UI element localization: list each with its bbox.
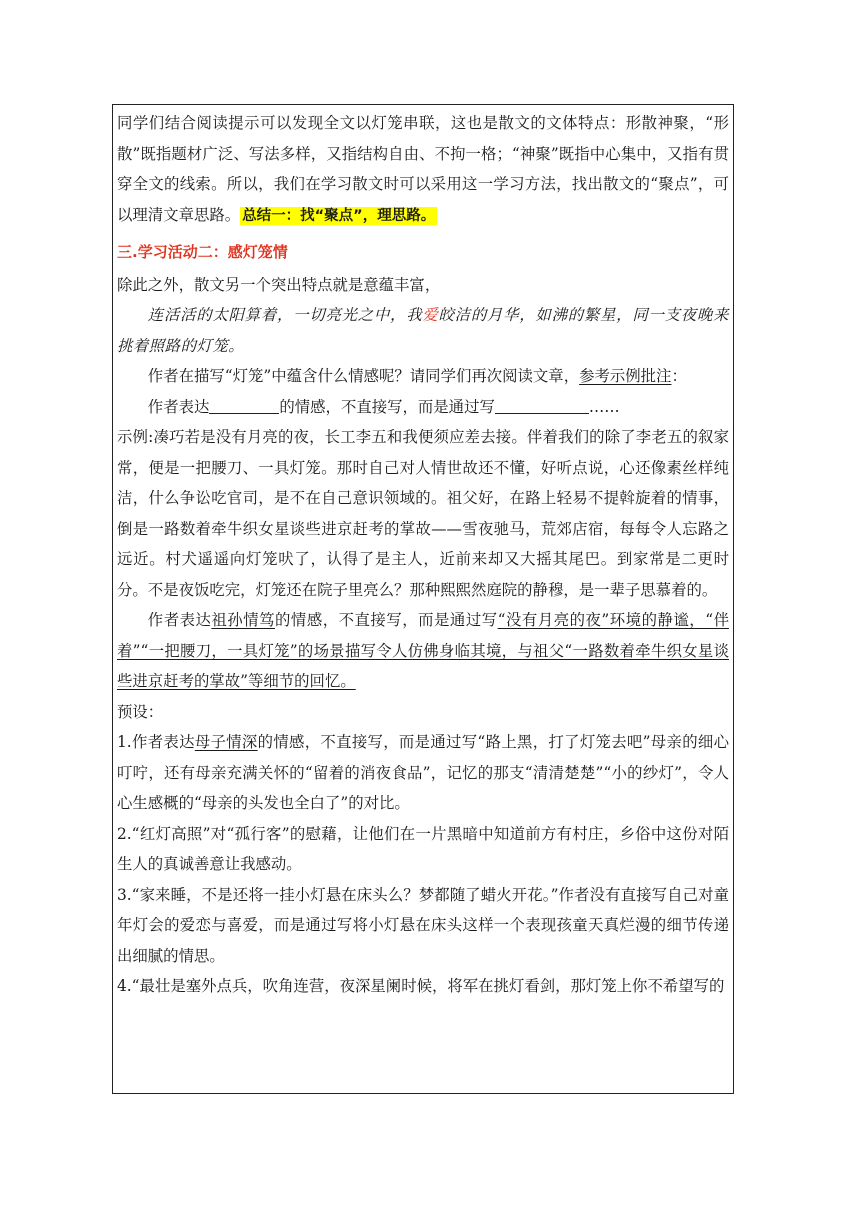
answer-paragraph	[117, 605, 729, 697]
answer-part-c: 的情感，不直接写，而是通过写	[275, 611, 498, 629]
preset-item-4: 4.“最壮是塞外点兵，吹角连营，夜深星阑时候，将军在挑灯看剑，那灯笼上你不希望写的	[117, 977, 725, 995]
question-end: ：	[671, 367, 687, 385]
preset-item-2: 2.“红灯高照”对“孤行客”的慰藉，让他们在一片黑暗中知道前方有村庄，乡俗中这份对陌生人的真诚善意让我感动。	[117, 824, 729, 873]
section-heading: 三.学习活动二：感灯笼情	[117, 243, 288, 261]
paragraph-intro-summary	[117, 108, 729, 231]
quote-text-before: 连活活的太阳算着，一切亮光之中，我	[147, 306, 423, 324]
template-ellipsis: ……	[588, 397, 620, 416]
preset-item-3: 3.“家来睡，不是还将一挂小灯悬在床头么？梦都随了蜡火开花。”作者没有直接写自己对童年灯会的爱恋与喜爱，而是通过写将小灯悬在床头这样一个表现孩童天真烂漫的细节传递出细腻的情思。	[117, 885, 729, 965]
fill-template	[117, 392, 729, 423]
question-paragraph	[117, 361, 729, 392]
quote-text-after: 皎洁的月华，如沸的繁星，同一支夜晚来挑着照路的灯笼。	[117, 306, 729, 355]
answer-part-a: 作者表达	[147, 611, 212, 629]
item1-part-a: 1.作者表达	[117, 733, 195, 751]
answer-method: “没有月亮的夜”环境的静谧，“伴着”“一把腰刀，一具灯笼”的场景描写令人仿佛身临其境，与祖父“一路数着牵牛织女星谈些进京赶考的掌故”等细节的回忆。	[117, 611, 729, 690]
example-paragraph: 示例:凑巧若是没有月亮的夜，长工李五和我便须应差去接。伴着我们的除了李老五的叙家常，便是一把腰刀、一具灯笼。那时自己对人情世故还不懂，好听点说，心还像素丝样纯洁，什么争讼吃官司，是不在自己意识领域的。祖父好，在路上轻易不提斡旋着的情事，倒是一路数着牵牛织女星谈些进京赶考的掌故——雪夜驰马，荒郊店宿，每每令人忘路之远近。村犬遥遥向灯笼吠了，认得了是主人，近前来却又大摇其尾巴。到家常是二更时分。不是夜饭吃完，灯笼还在院子里亮么？那种熙熙然庭院的静穆，是一辈子思慕着的。	[117, 428, 729, 599]
preset-label: 预设：	[117, 702, 164, 721]
paragraph-text: 同学们结合阅读提示可以发现全文以灯笼串联，这也是散文的文体特点：形散神聚，“形散”既指题材广泛、写法多样，又指结构自由、不拘一格；“神聚”既指中心集中，又指有贯穿全文的线索。所以，我们在学习散文时可以采用这一学习方法，找出散文的“聚点”，可以理清文章思路。	[117, 114, 729, 224]
template-part-a: 作者表达	[147, 397, 210, 416]
reference-annotation-link: 参考示例批注	[579, 367, 672, 385]
item1-part-c: 的情感，不直接写，而是通过写“路上黑，打了灯笼去吧”母亲的细心叮咛，还有母亲充满关怀的“留着的消夜食品”，记忆的那支“清清楚楚”“小的纱灯”，令人心生感概的“母亲的头发也全白了”的对比。	[117, 733, 729, 812]
answer-emotion: 祖孙情笃	[211, 611, 276, 629]
document-body	[117, 108, 729, 1002]
quote-paragraph	[117, 300, 729, 361]
blank-method[interactable]	[495, 393, 589, 414]
template-part-b: 的情感，不直接写，而是通过写	[279, 397, 495, 416]
blank-emotion[interactable]	[209, 393, 279, 414]
preset-item-1	[117, 727, 729, 819]
intro-line: 除此之外，散文另一个突出特点就是意蕴丰富，	[117, 275, 441, 294]
question-text: 作者在描写“灯笼”中蕴含什么情感呢？请同学们再次阅读文章，	[147, 367, 580, 385]
summary-highlight: 总结一：找“聚点”，理思路。	[242, 207, 436, 224]
item1-emotion: 母子情深	[194, 733, 258, 751]
quote-red-char: 爱	[422, 306, 439, 324]
